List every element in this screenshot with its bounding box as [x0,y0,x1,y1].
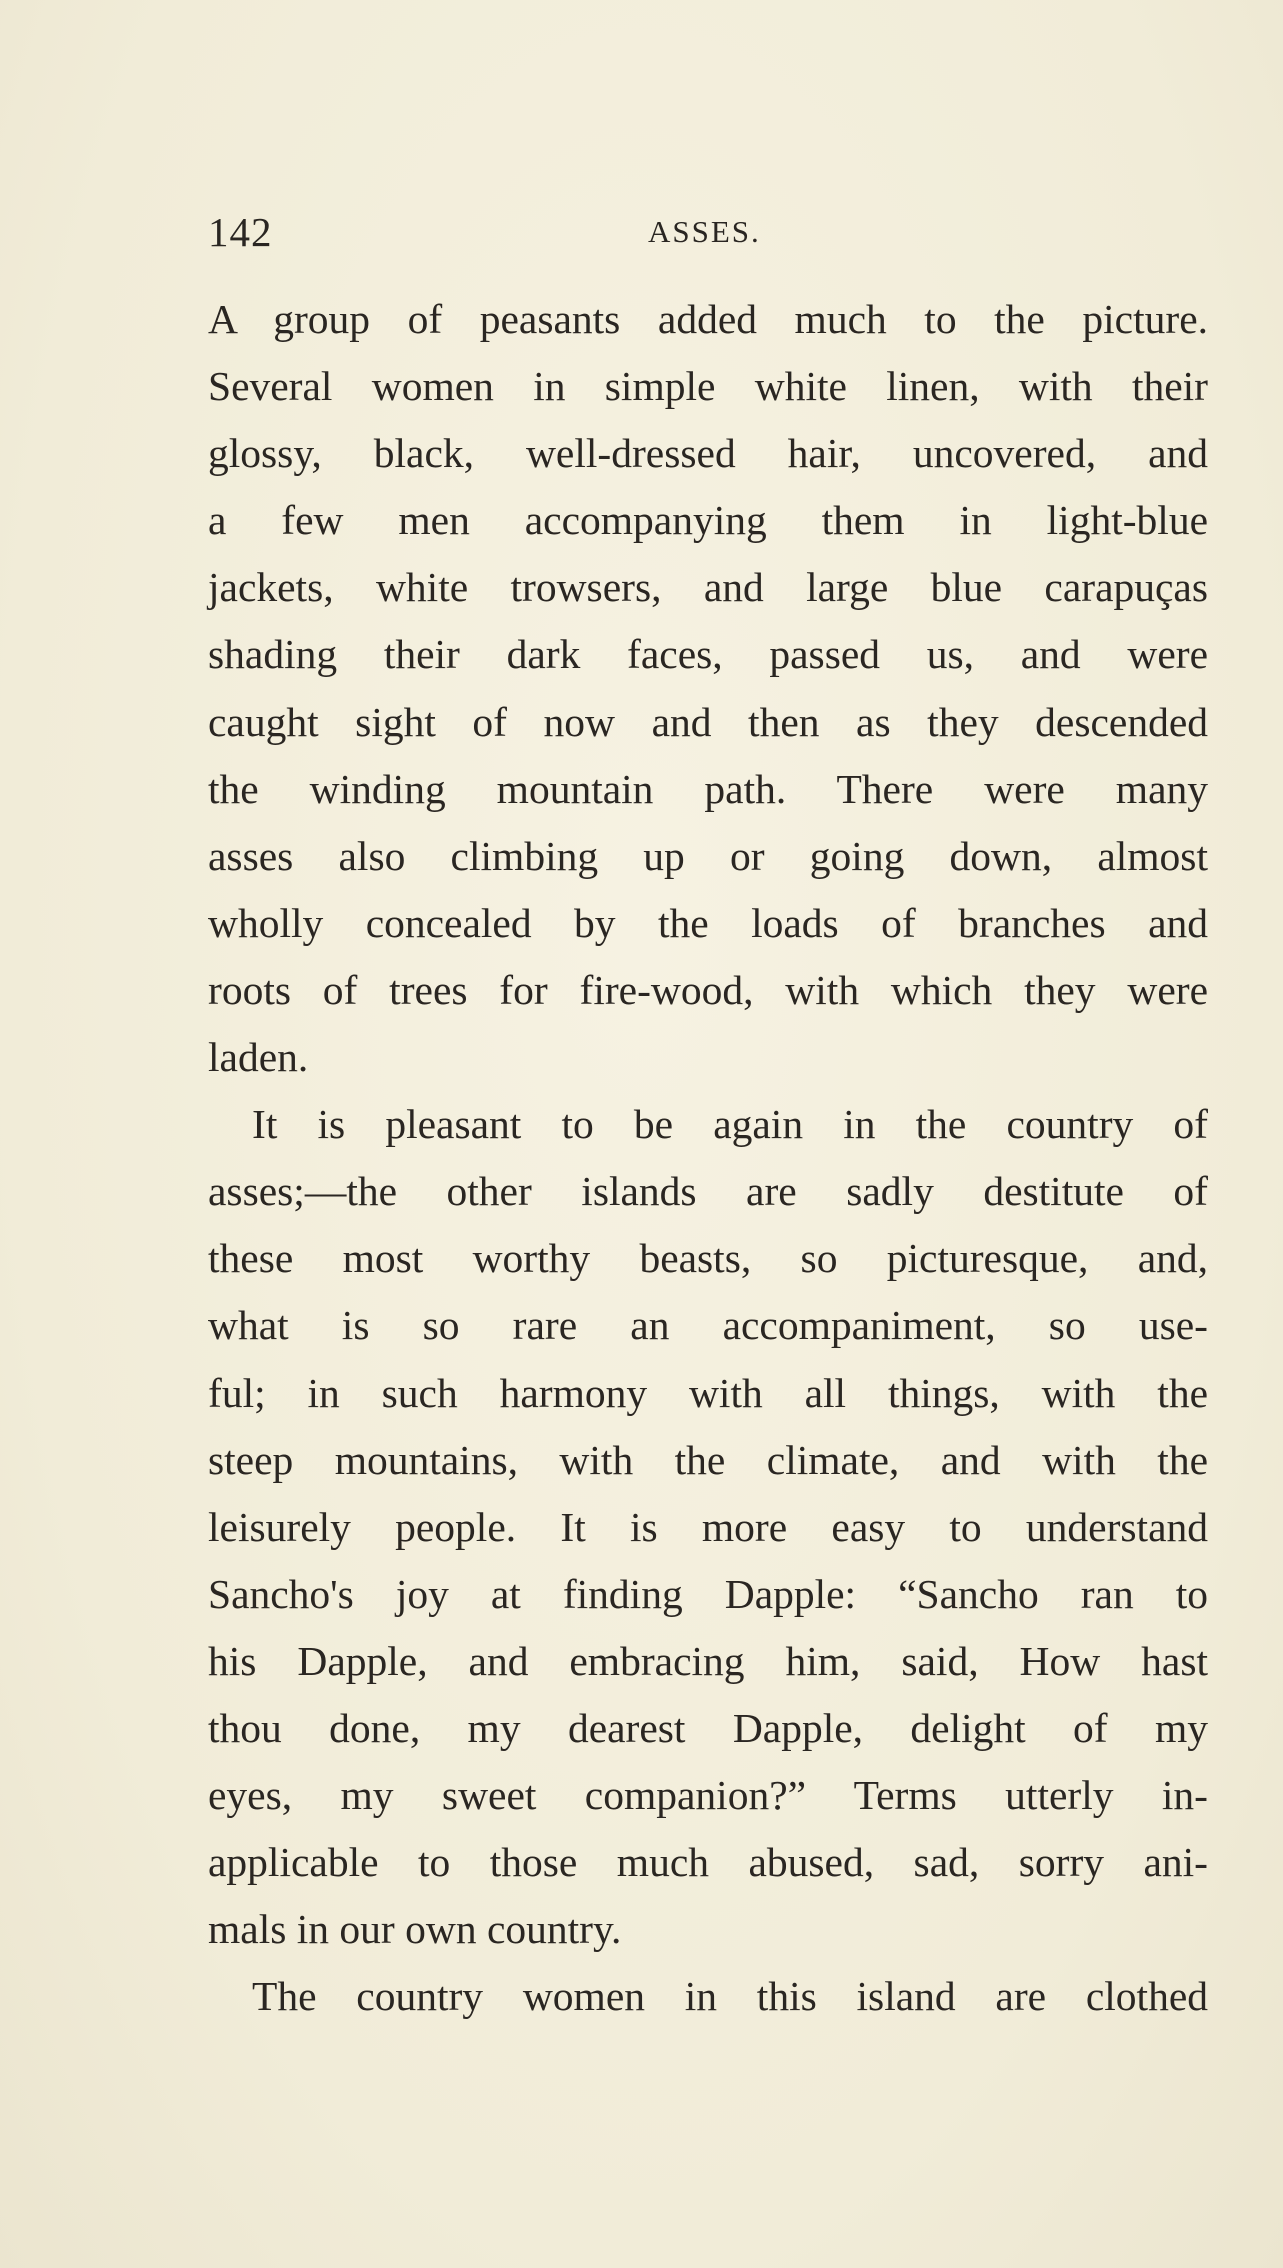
text-line: the winding mountain path. There were many [208,765,1208,812]
text-line: laden. [208,1034,309,1081]
body-text [208,286,1208,2030]
text-line: glossy, black, well-dressed hair, uncovered, and [208,430,1208,477]
text-line: what is so rare an accompaniment, so use- [208,1302,1208,1349]
text-line: a few men accompanying them in light-blue [208,497,1208,544]
text-line: It is pleasant to be again in the country of [252,1101,1208,1148]
paragraph-1 [208,286,1208,1091]
text-line: mals in our own country. [208,1906,622,1953]
text-line: caught sight of now and then as they descended [208,698,1208,745]
text-line: wholly concealed by the loads of branches and [208,899,1208,946]
text-line: asses also climbing up or going down, almost [208,832,1208,879]
text-line: shading their dark faces, passed us, and were [208,631,1208,678]
text-line: roots of trees for fire-wood, with which they were [208,966,1208,1013]
paragraph-2 [208,1091,1208,1963]
text-line: steep mountains, with the climate, and with the [208,1436,1208,1483]
page-number: 142 [208,209,273,255]
text-line: eyes, my sweet companion?” Terms utterly in- [208,1772,1208,1819]
text-line: leisurely people. It is more easy to understand [208,1503,1208,1550]
text-line: asses;—the other islands are sadly destitute of [208,1168,1208,1215]
text-line: A group of peasants added much to the picture. [208,296,1208,342]
text-line: Several women in simple white linen, with their [208,363,1208,410]
text-line: applicable to those much abused, sad, sorry ani- [208,1839,1208,1886]
text-line: ful; in such harmony with all things, with the [208,1369,1208,1416]
paragraph-3 [208,1963,1208,2030]
text-line: his Dapple, and embracing him, said, How hast [208,1637,1208,1684]
text-line: The country women in this island are clothed [252,1973,1208,2020]
text-line: Sancho's joy at finding Dapple: “Sancho ran to [208,1570,1208,1617]
text-line: thou done, my dearest Dapple, delight of my [208,1704,1208,1751]
header-title: ASSES. [648,214,761,249]
text-line: jackets, white trowsers, and large blue carapuças [208,564,1208,611]
text-line: these most worthy beasts, so picturesque, and, [208,1235,1208,1282]
running-head [208,208,1188,268]
